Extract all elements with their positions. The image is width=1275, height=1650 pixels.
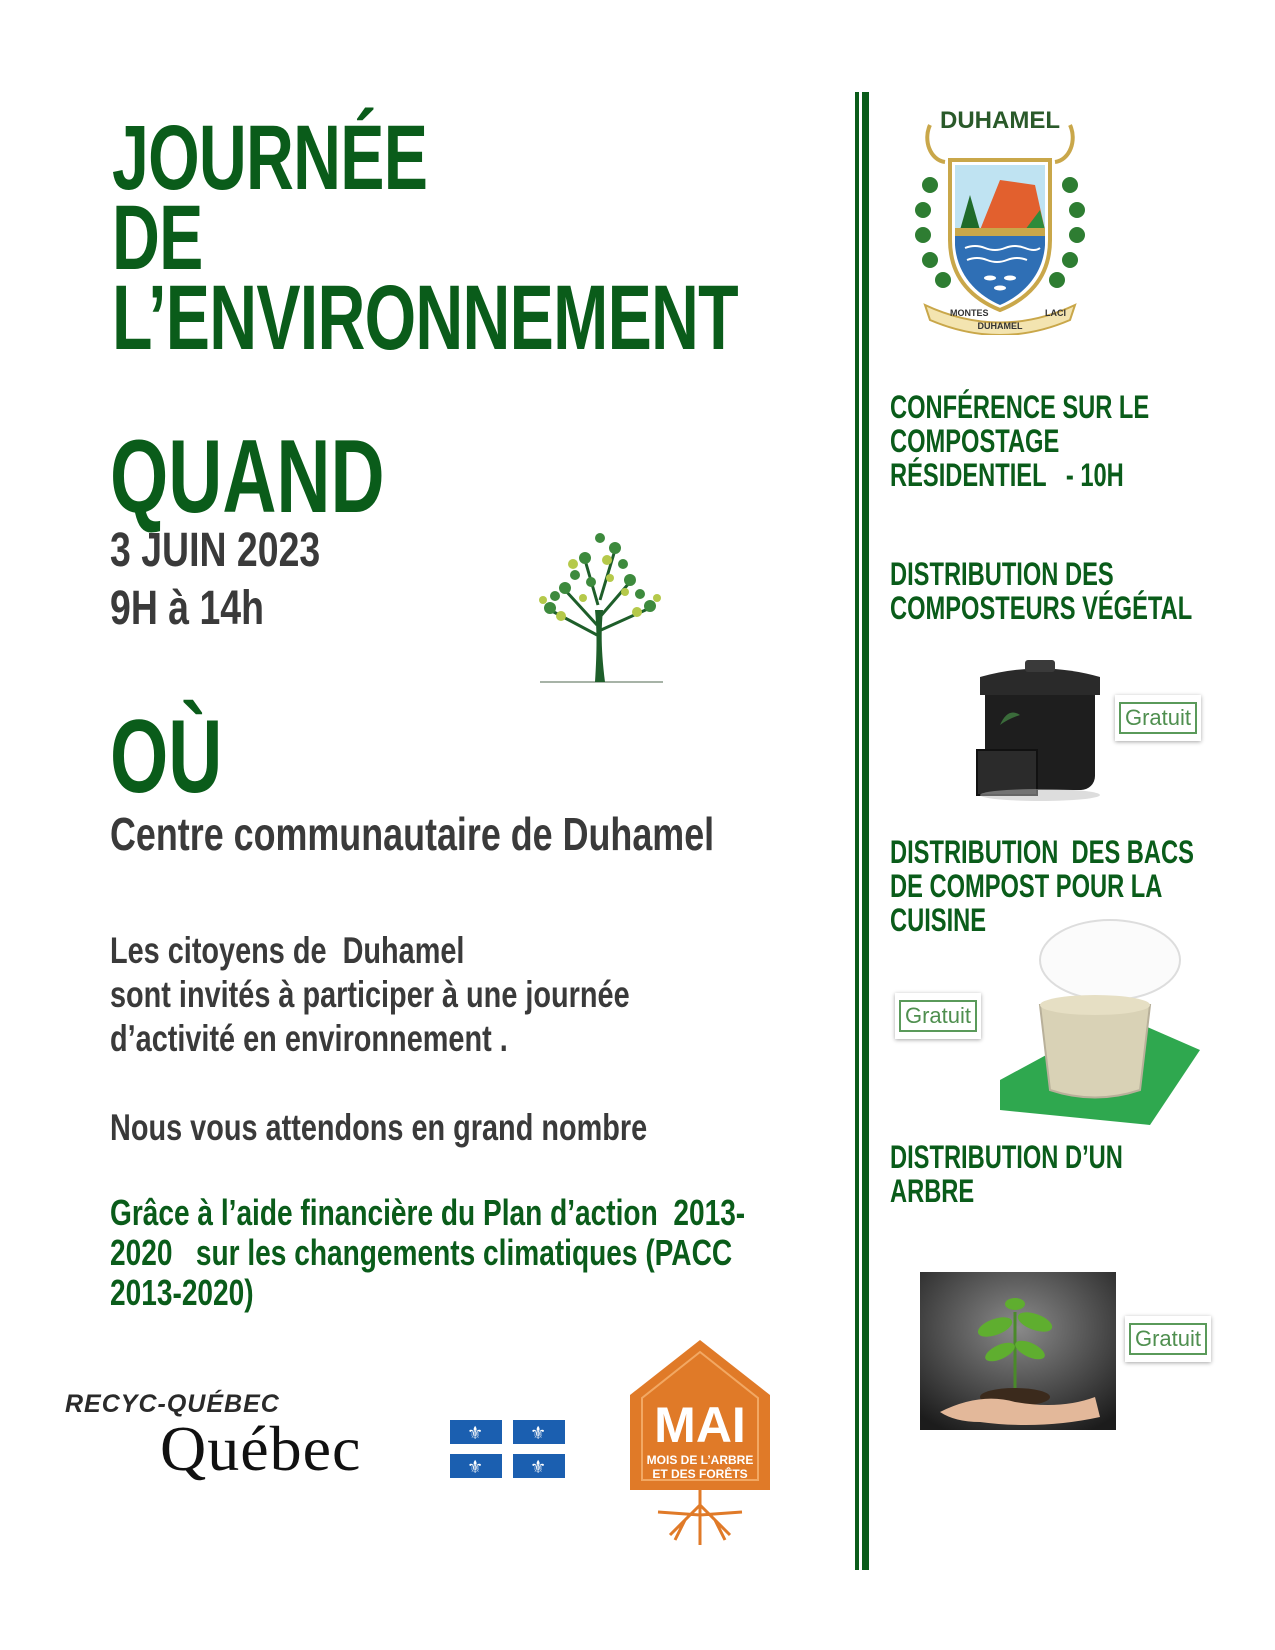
kitchen-bin-image [1000, 915, 1200, 1125]
title-line-3: L’ENVIRONNEMENT [112, 267, 738, 369]
svg-text:⚜: ⚜ [467, 1457, 484, 1478]
activity-2-line-1: DISTRIBUTION DES [890, 556, 1114, 592]
event-time: 9H à 14h [110, 582, 265, 635]
mai-subtitle-1: MOIS DE L’ARBRE [646, 1453, 754, 1467]
activity-1-line-3: RÉSIDENTIEL - 10H [890, 457, 1124, 493]
composter-image [965, 655, 1115, 805]
event-place: Centre communautaire de Duhamel [110, 808, 715, 860]
recyc-quebec-logo [65, 1390, 585, 1500]
title-line-2: DE [112, 187, 203, 289]
event-date: 3 JUIN 2023 [110, 524, 321, 577]
invite-line-2: sont invités à participer à une journée [110, 974, 630, 1015]
quebec-flag-icon [450, 1420, 565, 1480]
duhamel-crest [905, 100, 1095, 335]
activity-1-line-1: CONFÉRENCE SUR LE [890, 389, 1150, 425]
sapling-image [920, 1272, 1116, 1430]
quebec-wordmark: Québec [160, 1413, 362, 1484]
activity-1-line-2: COMPOSTAGE [890, 423, 1060, 459]
mai-logo [630, 1340, 770, 1550]
credit-line-3: 2013-2020) [110, 1272, 254, 1313]
free-badge-tree [1125, 1316, 1211, 1362]
free-badge-composter [1115, 695, 1201, 741]
activity-3-line-3: CUISINE [890, 902, 987, 938]
recyc-quebec-wordmark: RECYC-QUÉBEC [65, 1390, 280, 1418]
invite-line-3: d’activité en environnement . [110, 1018, 508, 1059]
tree-illustration [525, 520, 675, 690]
svg-text:⚜: ⚜ [530, 1457, 547, 1478]
activity-4-line-1: DISTRIBUTION D’UN [890, 1139, 1123, 1175]
crest-left-text: MONTES [950, 308, 989, 318]
free-badge-label: Gratuit [899, 1000, 977, 1032]
crest-center-text: DUHAMEL [977, 321, 1023, 331]
activity-4-line-2: ARBRE [890, 1173, 975, 1209]
credit-line-2: 2020 sur les changements climatiques (PACC [110, 1232, 733, 1273]
activity-3-line-1: DISTRIBUTION DES BACS [890, 834, 1194, 870]
svg-text:⚜: ⚜ [530, 1423, 547, 1444]
crest-top-text: DUHAMEL [940, 107, 1060, 134]
activity-3-line-2: DE COMPOST POUR LA [890, 868, 1163, 904]
when-heading: QUAND [110, 419, 385, 535]
activity-2-line-2: COMPOSTEURS VÉGÉTAL [890, 590, 1193, 626]
mai-subtitle-2: ET DES FORÊTS [652, 1467, 748, 1481]
title-line-1: JOURNÉE [112, 107, 428, 209]
free-badge-label: Gratuit [1119, 702, 1197, 734]
svg-text:⚜: ⚜ [467, 1423, 484, 1444]
free-badge-label: Gratuit [1129, 1323, 1207, 1355]
column-divider [855, 92, 869, 1570]
closing-text: Nous vous attendons en grand nombre [110, 1107, 648, 1148]
free-badge-kitchen-bin [895, 993, 981, 1039]
where-heading: OÙ [110, 699, 223, 815]
invite-line-1: Les citoyens de Duhamel [110, 930, 465, 971]
credit-line-1: Grâce à l’aide financière du Plan d’action 2013- [110, 1192, 746, 1233]
crest-right-text: LACI [1045, 308, 1066, 318]
mai-text: MAI [654, 1397, 746, 1453]
